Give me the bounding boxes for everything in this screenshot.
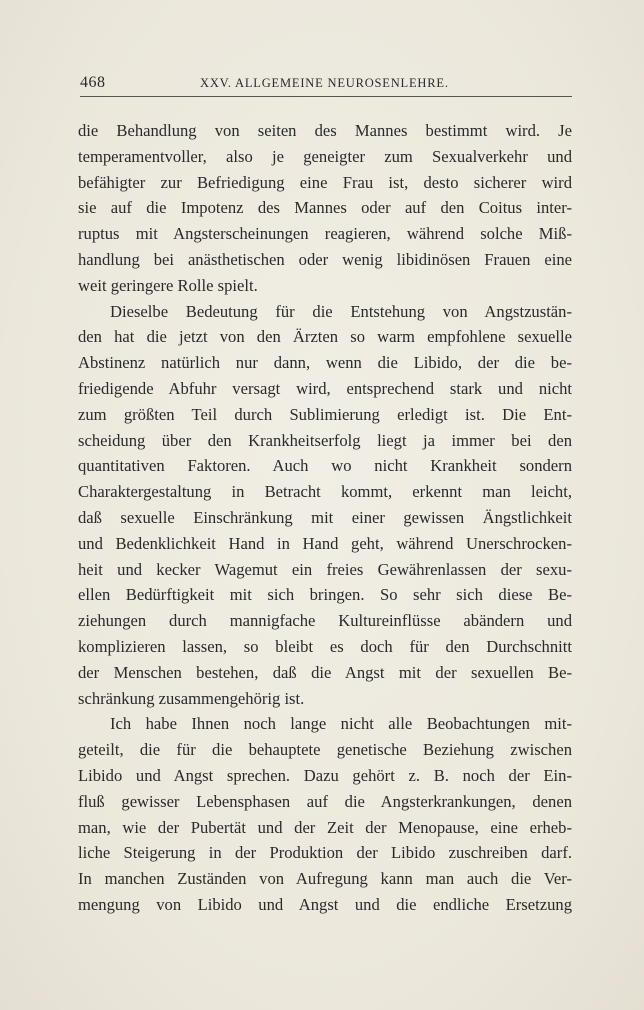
text-line: fluß gewisser Lebensphasen auf die Angsterkrankungen, denen: [78, 791, 572, 811]
text-line: In manchen Zuständen von Aufregung kann man auch die Ver-: [78, 869, 572, 889]
paragraph: [78, 118, 572, 299]
text-line: ellen Bedürftigkeit mit sich bringen. So sehr sich diese Be-: [78, 585, 572, 605]
text-line: befähigter zur Befriedigung eine Frau ist, desto sicherer wird: [78, 172, 572, 192]
text-line: ziehungen durch mannigfache Kultureinflüsse abändern und: [78, 611, 572, 631]
text-line: Dieselbe Bedeutung für die Entstehung von Angstzustän-: [110, 301, 572, 321]
text-line: die Behandlung von seiten des Mannes bestimmt wird. Je: [78, 121, 572, 140]
text-line: Libido und Angst sprechen. Dazu gehört z. B. noch der Ein-: [78, 765, 572, 785]
text-line: mengung von Libido und Angst und die endliche Ersetzung: [78, 894, 572, 914]
text-line: sie auf die Impotenz des Mannes oder auf den Coitus inter-: [78, 198, 572, 218]
text-line: und Bedenklichkeit Hand in Hand geht, während Unerschrocken-: [78, 533, 572, 553]
text-line: heit und kecker Wagemut ein freies Gewährenlassen der sexu-: [78, 559, 572, 579]
text-line: liche Steigerung in der Produktion der Libido zuschreiben darf.: [78, 843, 572, 863]
text-line: daß sexuelle Einschränkung mit einer gewissen Ängstlichkeit: [78, 507, 572, 527]
paragraph: [78, 299, 572, 712]
text-line: ruptus mit Angsterscheinungen reagieren, während solche Miß-: [78, 224, 572, 244]
text-line: friedigende Abfuhr versagt wird, entsprechend stark und nicht: [78, 378, 572, 398]
text-line: zum größten Teil durch Sublimierung erledigt ist. Die Ent-: [78, 404, 572, 424]
body-text: [78, 118, 572, 918]
text-line: scheidung über den Krankheitserfolg liegt ja immer bei den: [78, 430, 572, 450]
text-line: man, wie der Pubertät und der Zeit der Menopause, eine erheb-: [78, 817, 572, 837]
text-line: Ich habe Ihnen noch lange nicht alle Beobachtungen mit-: [110, 714, 572, 734]
text-line: Charaktergestaltung in Betracht kommt, erkennt man leicht,: [78, 482, 572, 502]
text-line: quantitativen Faktoren. Auch wo nicht Krankheit sondern: [78, 456, 572, 476]
text-line: temperamentvoller, also je geneigter zum Sexualverkehr und: [78, 146, 572, 166]
text-line: weit geringere Rolle spielt.: [78, 275, 258, 295]
text-line: der Menschen bestehen, daß die Angst mit der sexuellen Be-: [78, 662, 572, 682]
page-header: [80, 72, 572, 97]
running-head: XXV. ALLGEMEINE NEUROSENLEHRE.: [200, 76, 449, 90]
text-line: komplizieren lassen, so bleibt es doch für den Durchschnitt: [78, 636, 572, 656]
page-number: 468: [80, 74, 106, 91]
paragraph: [78, 711, 572, 917]
text-line: schränkung zusammengehörig ist.: [78, 688, 305, 708]
text-line: Abstinenz natürlich nur dann, wenn die Libido, der die be-: [78, 353, 572, 373]
text-line: den hat die jetzt von den Ärzten so warm empfohlene sexuelle: [78, 327, 572, 347]
text-line: handlung bei anästhetischen oder wenig libidinösen Frauen eine: [78, 249, 572, 269]
text-line: geteilt, die für die behauptete genetische Beziehung zwischen: [78, 740, 572, 760]
